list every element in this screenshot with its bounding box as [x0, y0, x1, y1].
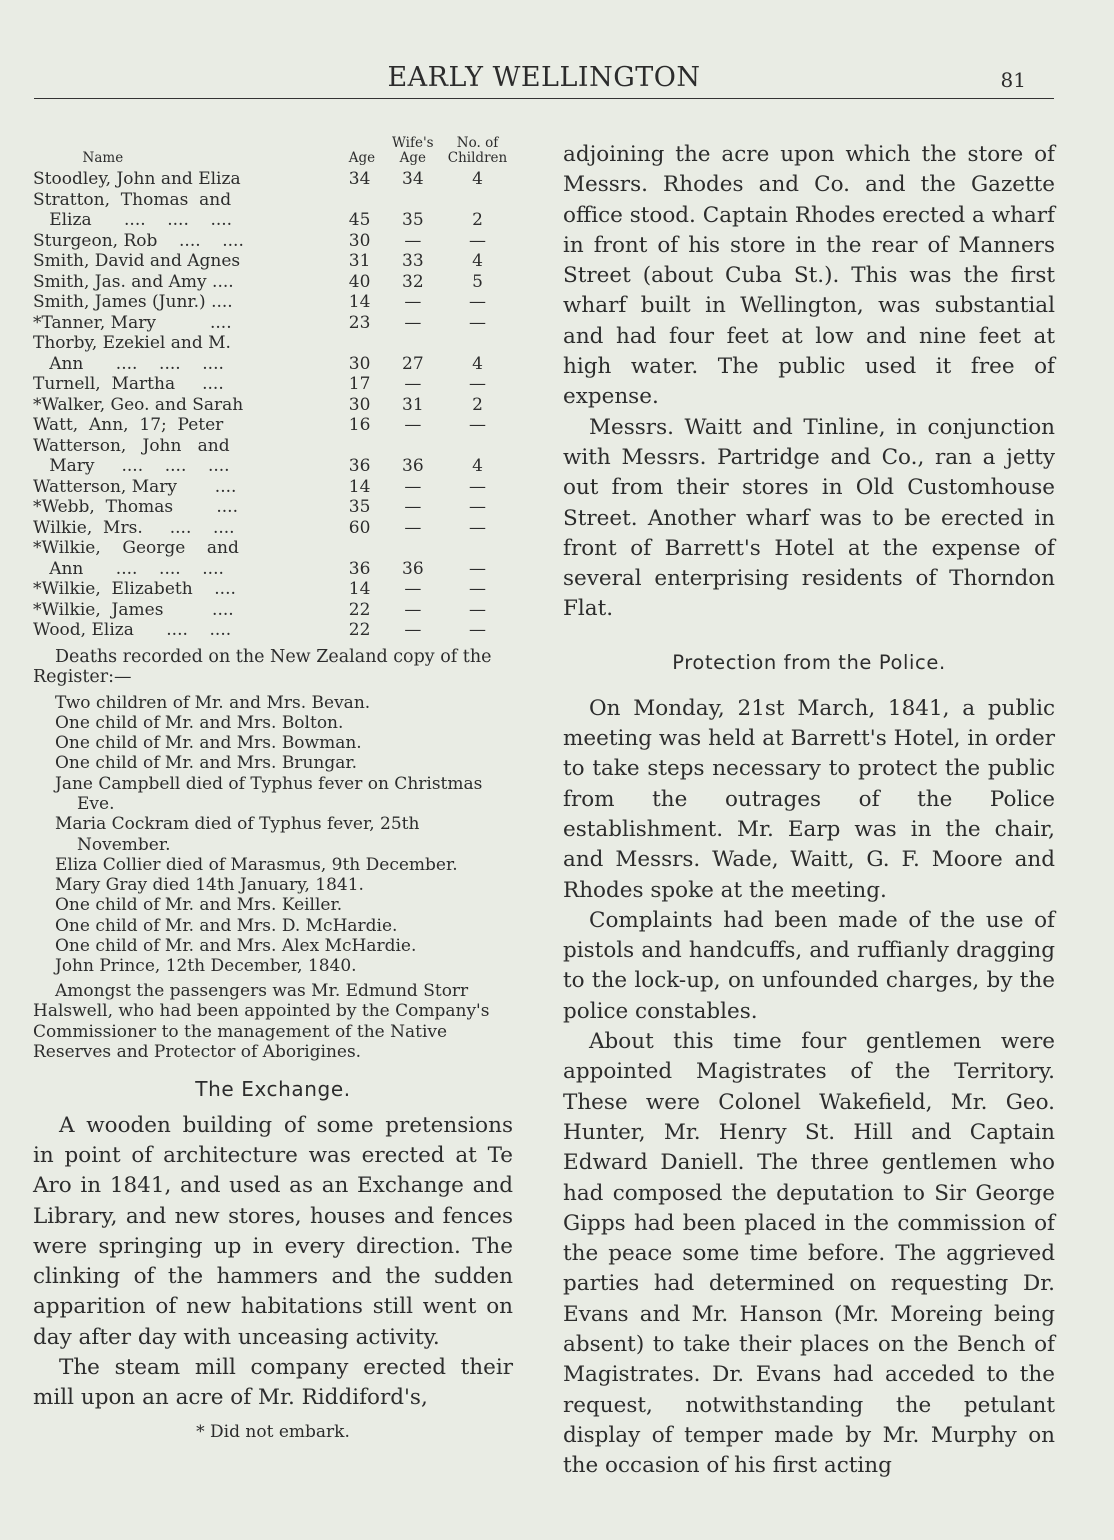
exchange-heading: The Exchange.	[195, 1076, 351, 1101]
cell-wife-age: —	[404, 312, 422, 333]
cell-children: —	[468, 230, 486, 251]
cell-age	[343, 333, 384, 354]
cell-wife-age: 33	[402, 251, 424, 271]
complaints-paragraph: Complaints had been made of the use of pistols and handcuffs, and ruffianly dragging to the lock-up, on unfounded charges, by the police constables.	[563, 907, 1055, 1024]
table-row	[33, 313, 513, 334]
cell-wife-age: —	[404, 476, 422, 497]
cell-age: 36	[348, 558, 371, 579]
police-heading: Protection from the Police.	[672, 650, 946, 674]
table-row	[33, 415, 513, 436]
passengers-paragraph: Amongst the passengers was Mr. Edmund Storr Halswell, who had been appointed by the Company's Commissioner to the management of the Native Reserves and Protector of Aborigines.	[33, 980, 490, 1063]
table-row	[33, 436, 513, 457]
cell-children	[442, 436, 513, 457]
table-row	[33, 518, 513, 539]
cell-name: Mary .... .... ....	[33, 456, 230, 476]
cell-name: *Wilkie, James ....	[33, 599, 234, 620]
meeting-paragraph: On Monday, 21st March, 1841, a public meeting was held at Barrett's Hotel, in order to take steps necessary to protect the public from the outrages of the Police establishment. Mr. Earp was in the chair, and Messrs. Wade, Waitt, G. F. Moore and Rhodes spoke at the meeting.	[563, 695, 1055, 903]
cell-name: Ann .... .... ....	[33, 558, 224, 579]
cell-name: *Tanner, Mary ....	[33, 312, 232, 333]
deaths-intro: Deaths recorded on the New Zealand copy of the Register:—	[33, 646, 492, 687]
cell-name: Thorby, Ezekiel and M.	[33, 333, 231, 353]
column-header-wife-age: Wife's Age	[392, 135, 434, 166]
footnote: * Did not embark.	[196, 1421, 350, 1442]
cell-children: —	[468, 620, 486, 640]
cell-children: —	[468, 374, 486, 394]
cell-age: 45	[348, 210, 371, 230]
left-column	[33, 136, 513, 1442]
cell-age: 14	[348, 476, 371, 497]
cell-children	[442, 538, 513, 559]
cell-age: 30	[348, 230, 371, 251]
cell-age: 40	[348, 271, 371, 292]
cell-age: 36	[348, 456, 371, 476]
cell-age: 34	[348, 169, 371, 189]
cell-children: 4	[472, 456, 483, 476]
cell-children: 4	[472, 169, 483, 189]
cell-name: Ann .... .... ....	[33, 353, 224, 374]
cell-name: *Wilkie, George and	[33, 538, 239, 558]
cell-children: —	[468, 517, 486, 538]
cell-children: 4	[472, 251, 483, 271]
cell-wife-age: 36	[402, 456, 424, 476]
cell-children: —	[468, 415, 486, 435]
register-rows	[33, 169, 513, 641]
right-column	[563, 140, 1055, 1481]
list-item: One child of Mr. and Mrs. Bowman.	[55, 733, 362, 754]
cell-wife-age: —	[404, 374, 422, 394]
cell-wife-age: —	[404, 230, 422, 251]
running-header	[34, 62, 1054, 99]
cell-children: —	[468, 292, 486, 312]
cell-name: Watterson, John and	[33, 435, 230, 456]
list-item: Eliza Collier died of Marasmus, 9th December.	[55, 854, 458, 875]
list-item: Two children of Mr. and Mrs. Bevan.	[55, 692, 371, 713]
cell-wife-age: 36	[402, 558, 424, 579]
column-header-name: Name	[82, 150, 124, 166]
cell-children: 4	[472, 353, 483, 374]
deaths-list	[33, 693, 513, 977]
list-item: Jane Campbell died of Typhus fever on Christmas Eve.	[55, 773, 483, 814]
cell-wife-age	[384, 436, 442, 457]
cell-children: —	[468, 497, 486, 517]
cell-children: —	[468, 558, 486, 579]
list-item: One child of Mr. and Mrs. D. McHardie.	[55, 915, 398, 936]
table-row	[33, 210, 513, 231]
cell-wife-age: —	[404, 292, 422, 312]
cell-wife-age: —	[404, 620, 422, 640]
cell-wife-age: —	[404, 517, 422, 538]
cell-name: Watt, Ann, 17; Peter	[33, 415, 224, 435]
cell-age: 30	[348, 353, 371, 374]
table-header-row	[33, 136, 513, 169]
cell-children: —	[468, 312, 486, 333]
cell-wife-age: 35	[402, 210, 424, 230]
cell-name: Turnell, Martha ....	[33, 374, 224, 394]
table-row	[33, 497, 513, 518]
cell-name: Watterson, Mary ....	[33, 476, 237, 497]
cell-age: 23	[348, 312, 371, 333]
cell-age: 14	[348, 292, 371, 312]
cell-age: 22	[348, 620, 371, 640]
wharf-paragraph: adjoining the acre upon which the store of Messrs. Rhodes and Co. and the Gazette office stood. Captain Rhodes erected a wharf in front of his store in the rear of Manners Street (about Cuba St.). This was the first wharf built in Wellington, was substantial and had four feet at low and nine feet at high water. The public used it free of expense.	[563, 142, 1055, 410]
table-row	[33, 456, 513, 477]
list-item: One child of Mr. and Mrs. Bolton.	[55, 712, 344, 733]
table-row	[33, 272, 513, 293]
cell-name: Sturgeon, Rob .... ....	[33, 230, 244, 251]
cell-children: —	[468, 476, 486, 497]
cell-name: Smith, Jas. and Amy ....	[33, 271, 234, 292]
table-row	[33, 292, 513, 313]
table-row	[33, 620, 513, 641]
cell-wife-age: 34	[402, 169, 424, 189]
table-row	[33, 579, 513, 600]
cell-wife-age	[384, 538, 442, 559]
cell-age: 35	[348, 497, 371, 517]
cell-wife-age	[384, 190, 442, 211]
list-item: Maria Cockram died of Typhus fever, 25th November.	[55, 814, 420, 855]
magistrates-paragraph: About this time four gentlemen were appointed Magistrates of the Territory. These were Colonel Wakefield, Mr. Geo. Hunter, Mr. Henry St. Hill and Captain Edward Daniell. The three gentlemen who had composed the deputation to Sir George Gipps had been placed in the commission of the peace some time before. The aggrieved parties had determined on requesting Dr. Evans and Mr. Hanson (Mr. Moreing being absent) to take their places on the Bench of Magistrates. Dr. Evans had acceded to the request, notwithstanding the petulant display of temper made by Mr. Murphy on the occasion of his first acting	[563, 1029, 1055, 1479]
cell-name: Stoodley, John and Eliza	[33, 169, 241, 189]
cell-children: 2	[472, 394, 483, 415]
cell-name: *Walker, Geo. and Sarah	[33, 394, 244, 415]
list-item: One child of Mr. and Mrs. Alex McHardie.	[55, 936, 417, 957]
passenger-register-table	[33, 136, 513, 641]
cell-children	[442, 333, 513, 354]
exchange-paragraph-1: A wooden building of some pretensions in point of architecture was erected at Te Aro in 1841, and used as an Exchange and Library, and new stores, houses and fences were springing up in every direction. The clinking of the hammers and the sudden apparition of new habitations still went on day after day with unceasing activity.	[33, 1112, 513, 1350]
exchange-paragraph-2: The steam mill company erected their mill upon an acre of Mr. Riddiford's,	[33, 1355, 513, 1411]
list-item: One child of Mr. and Mrs. Keiller.	[55, 895, 343, 916]
cell-wife-age	[384, 333, 442, 354]
page-number: 81	[1000, 68, 1026, 92]
cell-name: *Webb, Thomas ....	[33, 497, 238, 517]
list-item: John Prince, 12th December, 1840.	[55, 956, 357, 977]
table-row	[33, 600, 513, 621]
table-row	[33, 251, 513, 272]
cell-wife-age: —	[404, 415, 422, 435]
list-item: Mary Gray died 14th January, 1841.	[55, 875, 364, 896]
table-row	[33, 169, 513, 190]
table-row	[33, 559, 513, 580]
cell-wife-age: 31	[402, 394, 424, 415]
cell-children: 2	[472, 210, 483, 230]
cell-age: 31	[348, 251, 371, 271]
cell-age	[343, 190, 384, 211]
jetty-paragraph: Messrs. Waitt and Tinline, in conjunction with Messrs. Partridge and Co., ran a jetty out from their stores in Old Customhouse Street. Another wharf was to be erected in front of Barrett's Hotel at the expense of several enterprising residents of Thorndon Flat.	[563, 414, 1055, 622]
cell-name: *Wilkie, Elizabeth ....	[33, 579, 236, 599]
table-row	[33, 354, 513, 375]
cell-age: 22	[348, 599, 371, 620]
cell-name: Wood, Eliza .... ....	[33, 620, 232, 640]
column-header-children: No. of Children	[447, 135, 508, 166]
cell-wife-age: 32	[402, 271, 424, 292]
cell-name: Smith, David and Agnes	[33, 251, 241, 271]
cell-wife-age: —	[404, 579, 422, 599]
cell-children	[442, 190, 513, 211]
cell-name: Smith, James (Junr.) ....	[33, 292, 233, 312]
running-title: EARLY WELLINGTON	[387, 62, 701, 93]
cell-age	[343, 436, 384, 457]
cell-age: 16	[348, 415, 371, 435]
table-row	[33, 374, 513, 395]
cell-age: 14	[348, 579, 371, 599]
cell-children: —	[468, 599, 486, 620]
cell-wife-age: 27	[402, 353, 424, 374]
cell-age: 17	[348, 374, 371, 394]
list-item: One child of Mr. and Mrs. Brungar.	[55, 753, 358, 774]
column-header-age: Age	[348, 150, 376, 166]
table-row	[33, 538, 513, 559]
cell-wife-age: —	[404, 599, 422, 620]
table-row	[33, 231, 513, 252]
cell-age: 60	[348, 517, 371, 538]
cell-children: 5	[472, 271, 483, 292]
cell-children: —	[468, 579, 486, 599]
table-row	[33, 477, 513, 498]
table-row	[33, 190, 513, 211]
table-row	[33, 395, 513, 416]
table-row	[33, 333, 513, 354]
cell-age	[343, 538, 384, 559]
cell-age: 30	[348, 394, 371, 415]
cell-wife-age: —	[404, 497, 422, 517]
cell-name: Stratton, Thomas and	[33, 189, 232, 210]
cell-name: Eliza .... .... ....	[33, 210, 233, 230]
cell-name: Wilkie, Mrs. .... ....	[33, 517, 235, 538]
